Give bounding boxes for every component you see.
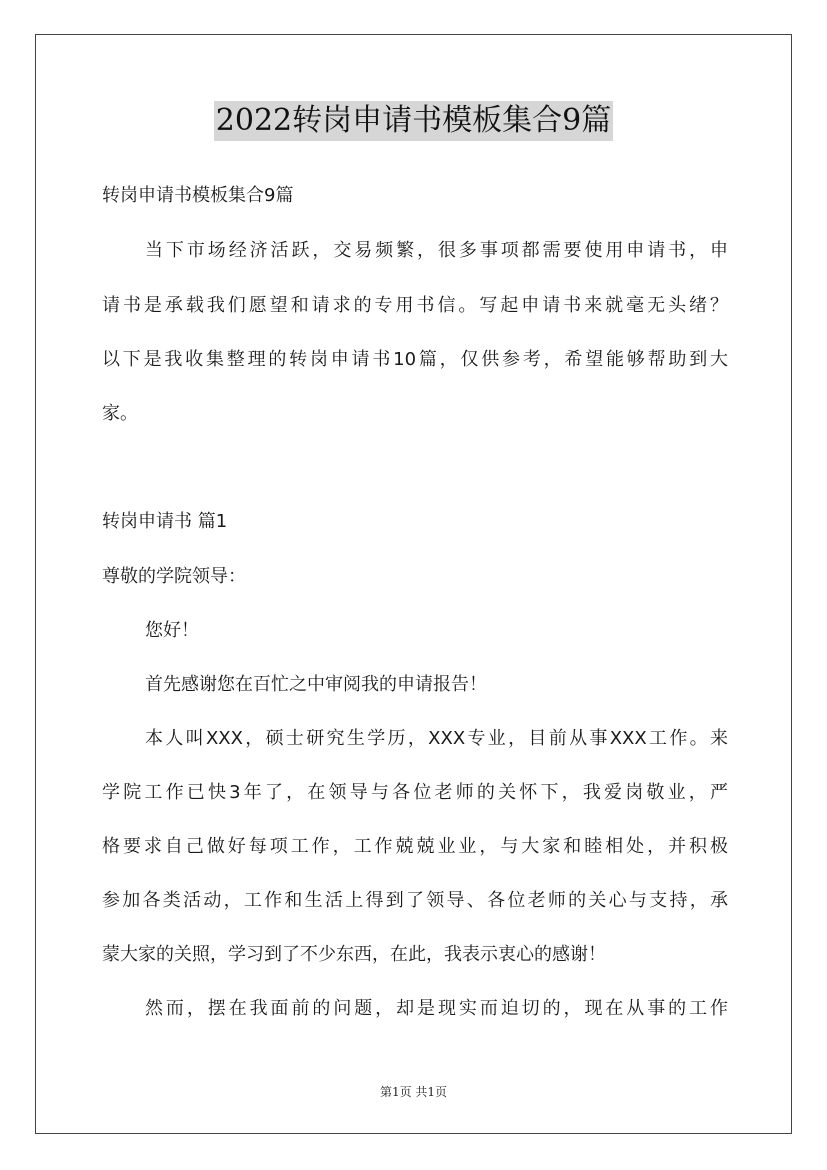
document-title: 2022转岗申请书模板集合9篇 <box>214 101 613 141</box>
paragraph-line: 格要求自己做好每项工作，工作兢兢业业，与大家和睦相处，并积极 <box>102 836 728 857</box>
paragraph-line: 蒙大家的关照，学习到了不少东西，在此，我表示衷心的感谢！ <box>102 944 606 965</box>
paragraph-line: 学院工作已快3年了，在领导与各位老师的关怀下，我爱岗敬业，严 <box>102 782 728 803</box>
thanks-line: 首先感谢您在百忙之中审阅我的申请报告！ <box>145 674 487 695</box>
salutation: 尊敬的学院领导： <box>102 566 246 587</box>
intro-line: 家。 <box>102 403 138 424</box>
paragraph-line: 然而，摆在我面前的问题，却是现实而迫切的，现在从事的工作 <box>145 998 728 1019</box>
intro-line: 以下是我收集整理的转岗申请书10篇，仅供参考，希望能够帮助到大 <box>102 349 728 370</box>
greeting: 您好！ <box>145 620 199 641</box>
paragraph-line: 本人叫XXX，硕士研究生学历，XXX专业，目前从事XXX工作。来 <box>145 728 728 749</box>
intro-line: 请书是承载我们愿望和请求的专用书信。写起申请书来就毫无头绪？ <box>102 295 728 316</box>
page-footer: 第1页 共1页 <box>379 1085 448 1099</box>
title-container <box>0 101 827 141</box>
section-heading: 转岗申请书 篇1 <box>102 511 228 532</box>
paragraph-line: 参加各类活动，工作和生活上得到了领导、各位老师的关心与支持，承 <box>102 890 728 911</box>
intro-line: 当下市场经济活跃，交易频繁，很多事项都需要使用申请书，申 <box>145 240 728 261</box>
document-subtitle: 转岗申请书模板集合9篇 <box>102 185 294 206</box>
